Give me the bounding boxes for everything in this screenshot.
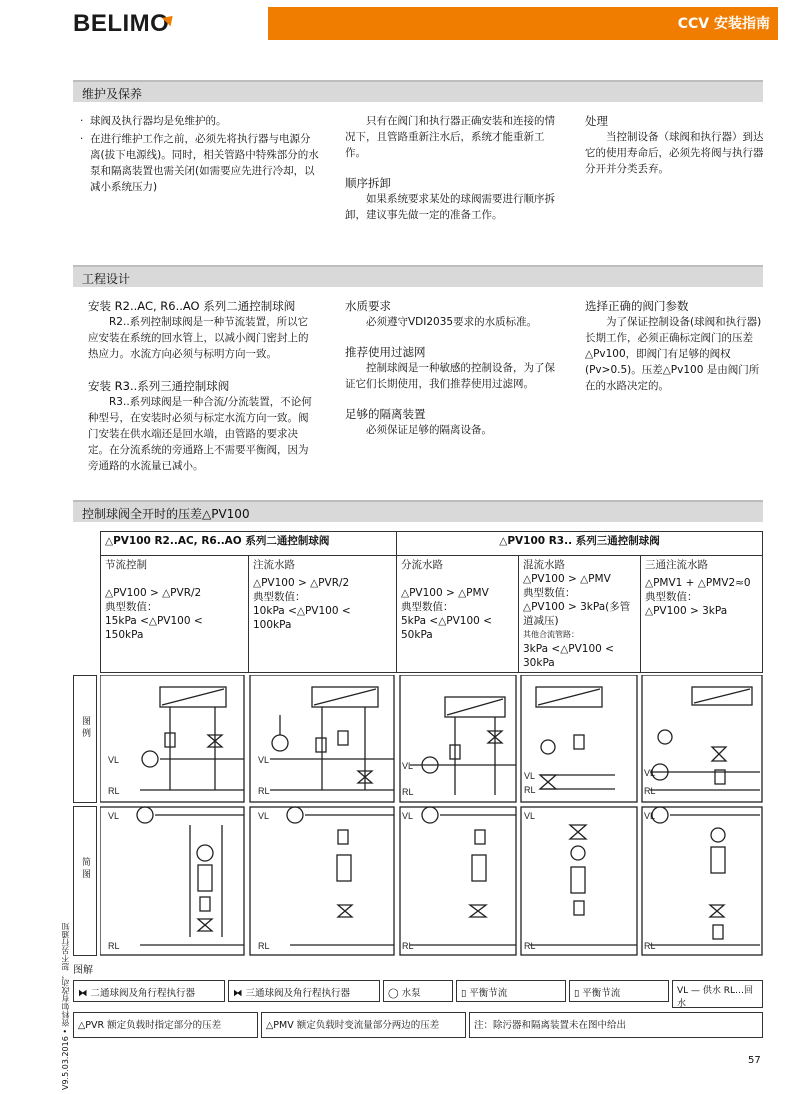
balancing-valve-icon-2: ▯ xyxy=(574,988,580,999)
design-col1: 安装 R2..AC, R6..AO 系列二通控制球阀 R2..系列控制球阀是一种节流装置，所以它应安装在系统的回水管上，以减小阀门密封上的热应力。水流方向必须与标明方向一致。 安装 R3..系列三通控制球阀 R3..系列球阀是一种合流/分流装置，不论何种型号，在安装时必须与标定水流方向一致。阀门安装在供水端还是回水端，由管路的要求决定。在分流系统的旁通路上不需要平衡阀，因为旁通路的水流量已减小。 xyxy=(88,299,312,472)
vl-10: VL xyxy=(644,811,656,821)
rl-1: RL xyxy=(108,786,120,796)
legend-2way-valve: ⧓ 二通球阀及角行程执行器 xyxy=(73,980,225,1002)
rl-2: RL xyxy=(258,786,270,796)
header-2way: △PV100 R2..AC, R6..AO 系列二通控制球阀 xyxy=(101,532,397,556)
legend-title: 图解 xyxy=(73,965,93,976)
footer-side-text: V9.5.03.2016 • 资料如有改动，恕不另行通知 xyxy=(61,922,70,1090)
section-design: 工程设计 xyxy=(73,265,763,287)
legend-pmv-note: △PMV 额定负载时变流量部分两边的压差 xyxy=(261,1012,466,1038)
pressure-table xyxy=(100,531,763,673)
section-maintenance: 维护及保养 xyxy=(73,80,763,102)
vl-7: VL xyxy=(258,811,270,821)
col-diverting: 分流水路 △PV100 > △PMV 典型数值： 5kPa <△PV100 < 50kPa xyxy=(397,556,519,673)
col-3way-injection: 三通注流水路 △PMV1 + △PMV2≈0 典型数值： △PV100 > 3kPa xyxy=(641,556,763,673)
design-col3: 选择正确的阀门参数 为了保证控制设备(球阀和执行器)长期工作，必须正确标定阀门的压差△Pv100，即阀门有足够的阀权(Pv>0.5)。压差△Pv100 是由阀门所在的水路决定的。 xyxy=(585,299,762,392)
page-number: 57 xyxy=(748,1055,761,1066)
legend-balancing-2: ▯ 平衡节流 xyxy=(569,980,669,1002)
vl-2: VL xyxy=(258,755,270,765)
rl-8: RL xyxy=(402,941,414,951)
schematics-svg xyxy=(100,675,764,957)
maintenance-col1: · 球阀及执行器均是免维护的。 · 在进行维护工作之前，必须先将执行器与电源分离(拔下电源线)。同时，相关管路中特殊部分的水泵和隔离装置也需关闭(如需要应先进行冷却，以减小系统压力) xyxy=(80,113,320,195)
three-way-valve-icon: ⧓ xyxy=(233,988,243,999)
vl-4: VL xyxy=(524,771,536,781)
maintenance-col3: 处理 当控制设备（球阀和执行器）到达它的使用寿命后，必须先将阀与执行器分开并分类丢弃。 xyxy=(585,114,764,175)
rl-3: RL xyxy=(402,787,414,797)
vl-8: VL xyxy=(402,811,414,821)
legend-balancing-1: ▯ 平衡节流 xyxy=(456,980,566,1002)
maintenance-col2: 只有在阀门和执行器正确安装和连接的情况下，且管路重新注水后，系统才能重新工作。 顺序拆卸 如果系统要求某处的球阀需要进行顺序拆卸，建议事先做一定的准备工作。 xyxy=(345,115,555,221)
two-way-valve-icon: ⧓ xyxy=(78,988,88,999)
vl-3: VL xyxy=(402,761,414,771)
legend-vl-rl: VL — 供水 RL…回水 xyxy=(672,980,763,1008)
rl-6: RL xyxy=(108,941,120,951)
legend-note: 注：除污器和隔离装置未在图中给出 xyxy=(469,1012,763,1038)
col-mixing: 混流水路 △PV100 > △PMV 典型数值： △PV100 > 3kPa(多管道减压) 其他合流管路： 3kPa <△PV100 < 30kPa xyxy=(519,556,641,673)
col-injection: 注流水路 △PV100 > △PVR/2 典型数值： 10kPa <△PV100 < 100kPa xyxy=(249,556,397,673)
row-label-schematic: 简 图 xyxy=(73,806,97,956)
balancing-valve-icon: ▯ xyxy=(461,988,467,999)
rl-5: RL xyxy=(644,786,656,796)
rl-4: RL xyxy=(524,785,536,795)
rl-7: RL xyxy=(258,941,270,951)
belimo-logo: BELIMO xyxy=(73,10,174,38)
legend-3way-valve: ⧓ 三通球阀及角行程执行器 xyxy=(228,980,380,1002)
vl-5: VL xyxy=(644,768,656,778)
col-throttle: 节流控制 △PV100 > △PVR/2 典型数值： 15kPa <△PV100 < 150kPa xyxy=(101,556,249,673)
section-pressure: 控制球阀全开时的压差△PV100 xyxy=(73,500,763,522)
row-label-legend: 图 例 xyxy=(73,675,97,803)
pump-icon: ◯ xyxy=(388,988,399,999)
rl-10: RL xyxy=(644,941,656,951)
rl-9: RL xyxy=(524,941,536,951)
page-title: CCV 安装指南 xyxy=(677,16,770,32)
design-col2: 水质要求 必须遵守VDI2035要求的水质标准。 推荐使用过滤网 控制球阀是一种敏感的控制设备，为了保证它们长期使用，我们推荐使用过滤网。 足够的隔离装置 必须保证足够的隔离设备。 xyxy=(345,299,555,436)
vl-6: VL xyxy=(108,811,120,821)
vl-1: VL xyxy=(108,755,120,765)
header-3way: △PV100 R3.. 系列三通控制球阀 xyxy=(397,532,763,556)
legend-pvr-note: △PVR 额定负载时指定部分的压差 xyxy=(73,1012,258,1038)
vl-9: VL xyxy=(524,811,536,821)
legend-pump: ◯ 水泵 xyxy=(383,980,453,1002)
